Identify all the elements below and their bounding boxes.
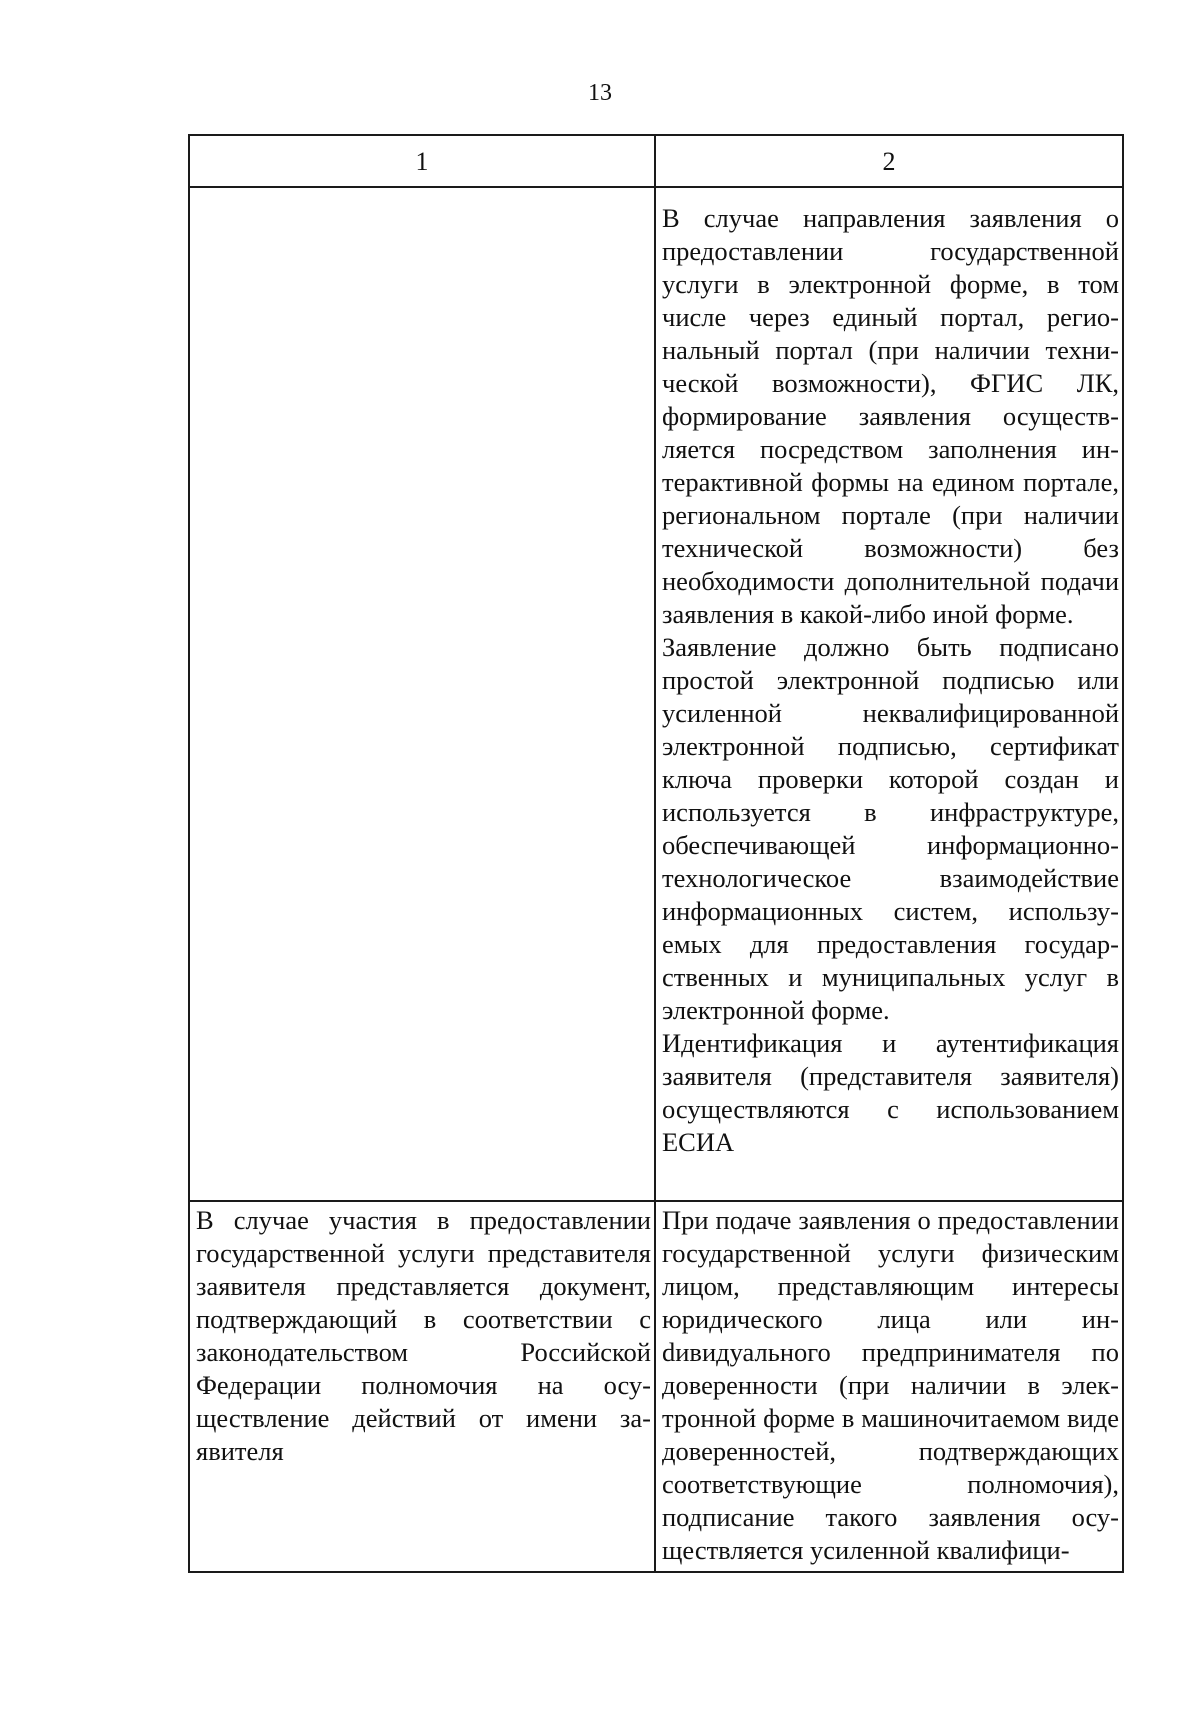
- page-number: 13: [588, 80, 612, 106]
- paragraph-signature-requirement: Заявление должно быть подписано простой электронной подписью или усиленной неквалифицированной электронной подписью, сертификат ключа проверки которой создан и используется в инфраструктуре, обеспечивающей информационно-технологическое взаимодействие информационных систем, используемых для предоставления государственных и муниципальных услуг в электронной форме.: [662, 632, 1119, 1025]
- column-header-1: 1: [189, 135, 655, 187]
- table-cell-col1: [189, 187, 655, 1201]
- paragraph-identification: Идентификация и аутентификация заявителя (представителя заявителя) осуществляются с использованием ЕСИА: [662, 1028, 1119, 1157]
- column-header-2: 2: [655, 135, 1123, 187]
- table-header-row: [189, 135, 1123, 187]
- table-row: [189, 1201, 1123, 1572]
- table-row: [189, 187, 1123, 1201]
- paragraph-power-of-attorney: При подаче заявления о предоставлении государственной услуги физическим лицом, представляющим интересы юридического лица или инdивидуального предпринимателя по доверенности (при наличии в электронной форме в машиночитаемом виде доверенностей, подтверждающих соответствующие полномочия), подписание такого заявления осуществляется усиленной квалифици-: [662, 1205, 1119, 1565]
- services-table: [188, 134, 1124, 1573]
- paragraph-electronic-submission: В случае направления заявления о предоставлении государственной услуги в электронной форме, в том числе через единый портал, региональный портал (при наличии технической возможности), ФГИС ЛК, формирование заявления осуществляется посредством заполнения интерактивной формы на едином портале, региональном портале (при наличии технической возможности) без необходимости дополнительной подачи заявления в какой-либо иной форме.: [662, 203, 1119, 629]
- paragraph-representative-document: В случае участия в предоставлении государственной услуги представителя заявителя представляется документ, подтверждающий в соответствии с законодательством Российской Федерации полномочия на осуществление действий от имени заявителя: [196, 1205, 651, 1466]
- table-cell-col2: [655, 1201, 1123, 1572]
- table-cell-col1: [189, 1201, 655, 1572]
- table-cell-col2: [655, 187, 1123, 1201]
